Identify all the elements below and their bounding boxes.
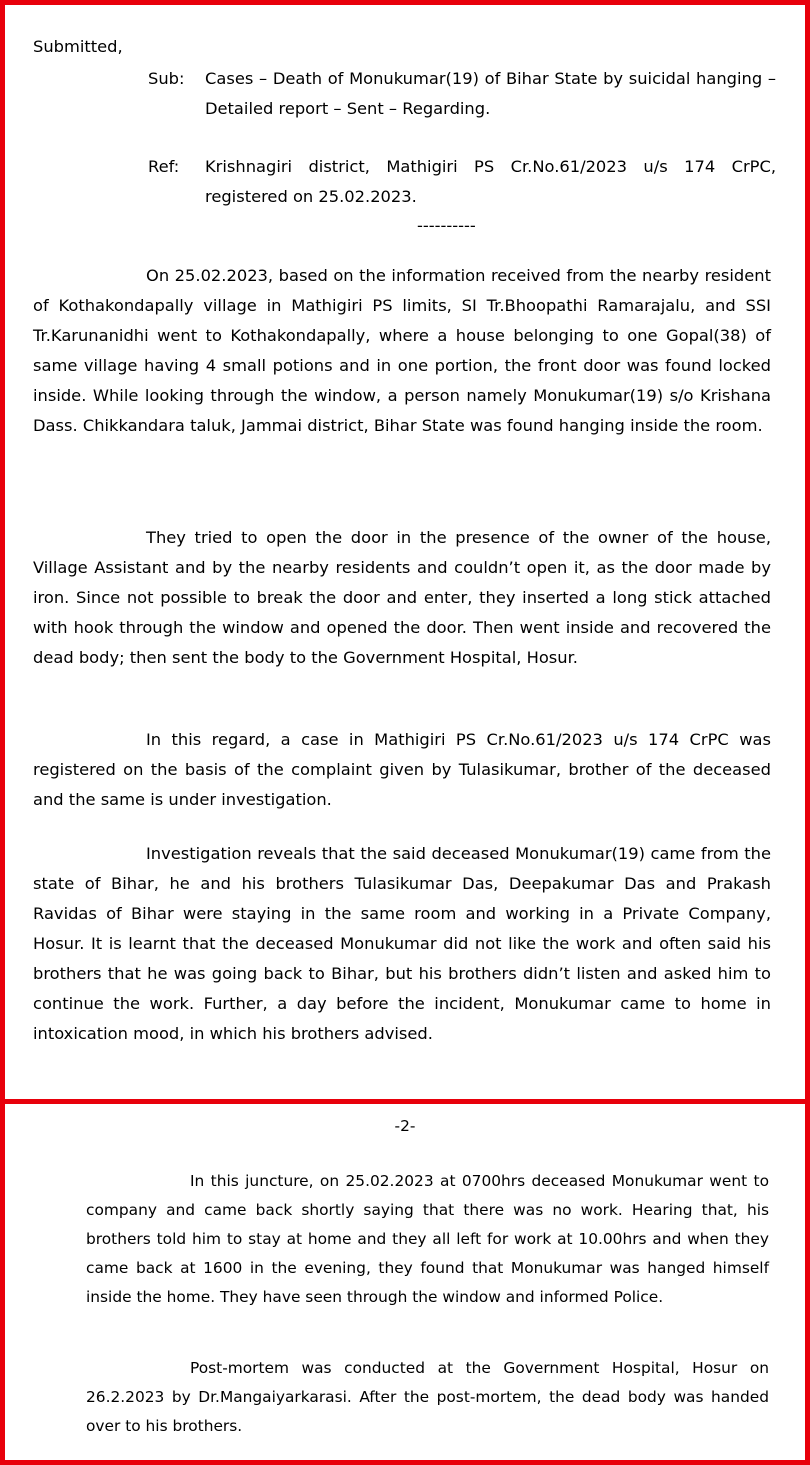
paragraph-1: On 25.02.2023, based on the information received from the nearby resident of Kothakondapally village in Mathigiri PS limits, SI Tr.Bhoopathi Ramarajalu, and SSI Tr.Karunanidhi went to Kothakondapally, where a house belonging to one Gopal(38) of same village having 4 small potions and in one portion, the front door was found locked inside. While looking through the window, a person namely Monukumar(19) s/o Krishana Dass. Chikkandara taluk, Jammai district, Bihar State was found hanging inside the room.: [33, 266, 771, 435]
subject-label: Sub:: [148, 69, 185, 88]
reference-text: Krishnagiri district, Mathigiri PS Cr.No.61/2023 u/s 174 CrPC, registered on 25.02.2023.: [205, 157, 776, 206]
salutation: Submitted,: [33, 37, 123, 56]
page-number: -2-: [394, 1117, 416, 1135]
paragraph-2: They tried to open the door in the presence of the owner of the house, Village Assistant and by the nearby residents and couldn’t open it, as the door made by iron. Since not possible to break the door and enter, they inserted a long stick attached with hook through the window and opened the door. Then went inside and recovered the dead body; then sent the body to the Government Hospital, Hosur.: [33, 528, 771, 667]
page2-paragraph-1: In this juncture, on 25.02.2023 at 0700hrs deceased Monukumar went to company and came back shortly saying that there was no work. Hearing that, his brothers told him to stay at home and they all left for work at 10.00hrs and when they came back at 1600 in the evening, they found that Monukumar was hanged himself inside the home. They have seen through the window and informed Police.: [86, 1172, 769, 1306]
subject-block: [148, 64, 776, 124]
page2-paragraph-2: Post-mortem was conducted at the Government Hospital, Hosur on 26.2.2023 by Dr.Mangaiyarkarasi. After the post-mortem, the dead body was handed over to his brothers.: [86, 1359, 769, 1435]
paragraph-4: Investigation reveals that the said deceased Monukumar(19) came from the state of Bihar, he and his brothers Tulasikumar Das, Deepakumar Das and Prakash Ravidas of Bihar were staying in the same room and working in a Private Company, Hosur. It is learnt that the deceased Monukumar did not like the work and often said his brothers that he was going back to Bihar, but his brothers didn’t listen and asked him to continue the work. Further, a day before the incident, Monukumar came to home in intoxication mood, in which his brothers advised.: [33, 844, 771, 1043]
reference-label: Ref:: [148, 157, 180, 176]
reference-block: [148, 152, 776, 212]
document-page-2: [0, 1099, 810, 1465]
subject-text: Cases – Death of Monukumar(19) of Bihar State by suicidal hanging – Detailed report – Sent – Regarding.: [205, 69, 776, 118]
paragraph-3: In this regard, a case in Mathigiri PS Cr.No.61/2023 u/s 174 CrPC was registered on the basis of the complaint given by Tulasikumar, brother of the deceased and the same is under investigation.: [33, 730, 771, 809]
separator: ----------: [417, 216, 476, 235]
